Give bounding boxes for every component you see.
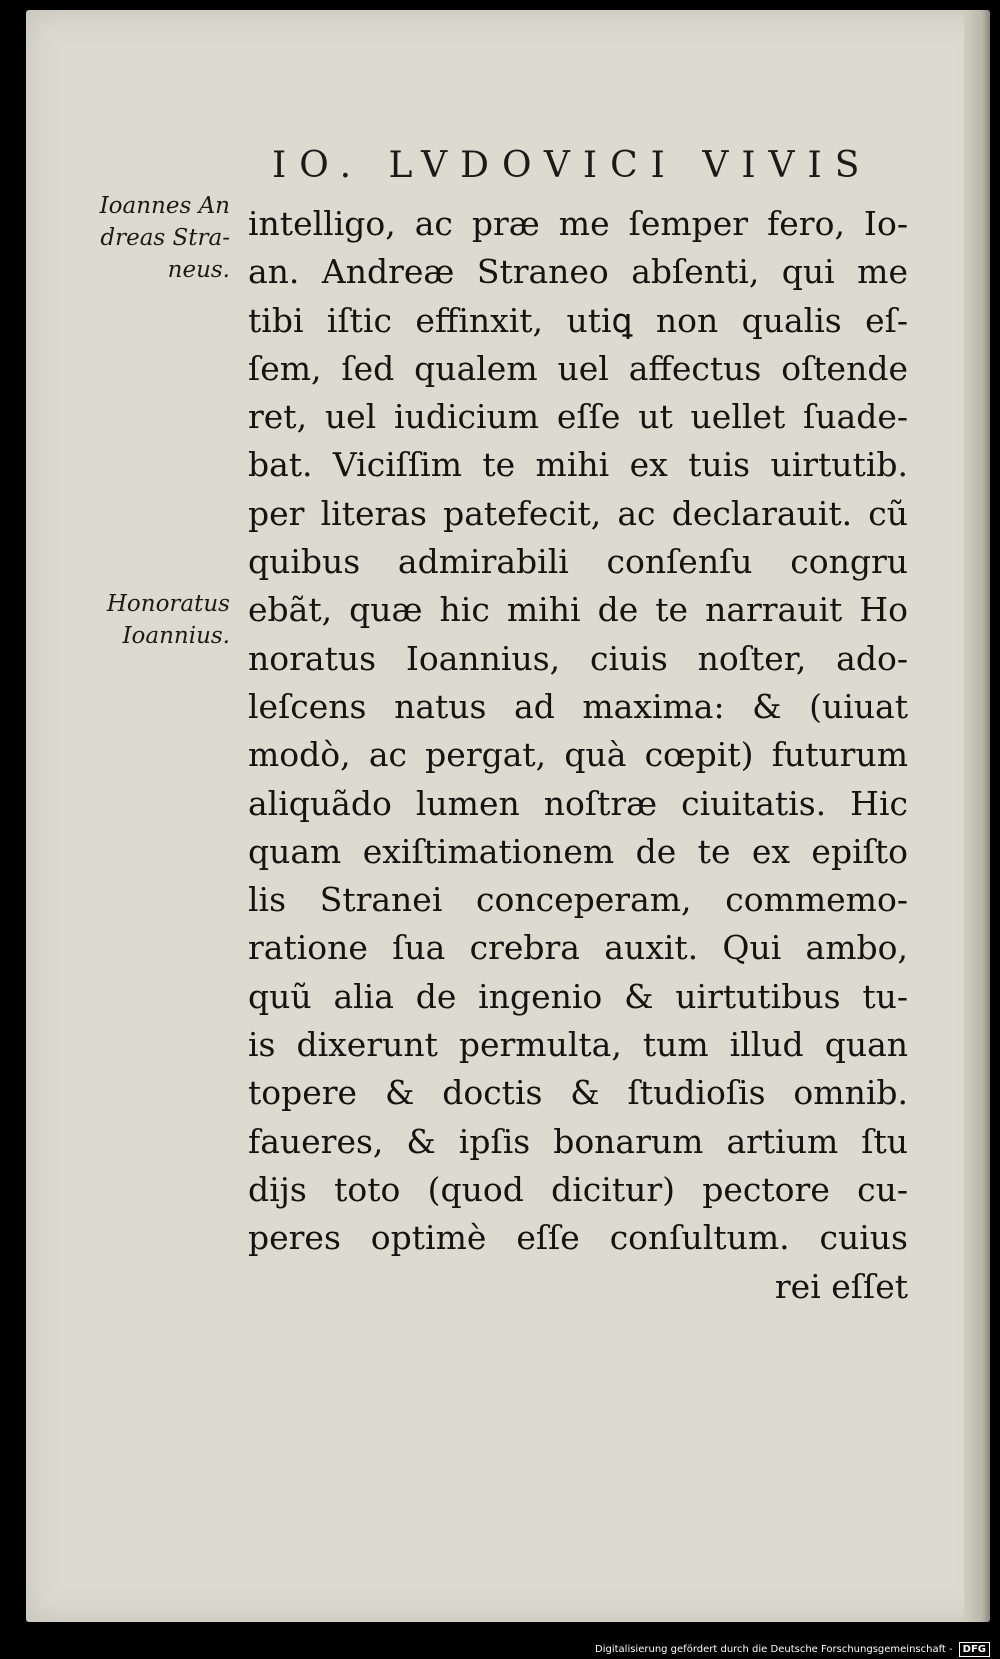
text-line: ratione ſua crebra auxit. Qui ambo, [248, 928, 908, 968]
text-line: topere & doctis & ſtudioſis omnib. [248, 1073, 908, 1113]
text-line: faueres, & ipſis bonarum artium ſtu [248, 1121, 908, 1161]
text-line: aliquãdo lumen noſtræ ciuitatis. Hic [248, 783, 908, 823]
text-line: per literas patefecit, ac declarauit. cũ [248, 493, 908, 533]
text-line: quibus admirabili conſenſu congru [248, 542, 908, 582]
margin-note-line: Honoratus [106, 591, 230, 617]
running-head: IO. LVDOVICI VIVIS [272, 145, 873, 186]
margin-note-line: Ioannes An [99, 193, 230, 219]
catchword-line: rei eſſet [774, 1266, 908, 1306]
text-line: is dixerunt permulta, tum illud quan [248, 1025, 908, 1065]
text-line: ſem, ſed qualem uel affectus oſtende [248, 348, 908, 388]
text-line: an. Andreæ Straneo abſenti, qui me [248, 252, 908, 292]
dfg-logo-icon: DFG [959, 1642, 990, 1657]
body-text [248, 200, 908, 1311]
text-line: leſcens natus ad maxima: & (uiuat [248, 686, 908, 726]
margin-note-ioannius [70, 588, 230, 652]
margin-note-line: Ioannius. [122, 623, 230, 649]
text-line: lis Stranei conceperam, commemo- [248, 880, 908, 920]
text-line: quam exiſtimationem de te ex epiſto [248, 831, 908, 871]
text-line: modò, ac pergat, quà cœpit) futurum [248, 735, 908, 775]
text-line: ret, uel iudicium eſſe ut uellet ſuade- [248, 397, 908, 437]
footer-credit: Digitalisierung gefördert durch die Deutsche Forschungsgemeinschaft - [595, 1643, 953, 1655]
page-edge [964, 10, 990, 1622]
text-line: quũ alia de ingenio & uirtutibus tu- [248, 976, 908, 1016]
text-line: ebãt, quæ hic mihi de te narrauit Ho [248, 590, 908, 630]
text-line: dijs toto (quod dicitur) pectore cu- [248, 1169, 908, 1209]
digitization-footer [595, 1640, 990, 1658]
text-line: bat. Viciſſim te mihi ex tuis uirtutib. [248, 445, 908, 485]
margin-note-line: dreas Stra- [100, 225, 230, 251]
text-line: peres optimè eſſe conſultum. cuius [248, 1218, 908, 1258]
text-line: tibi iſtic effinxit, utiꝗ non qualis eſ- [248, 300, 908, 340]
margin-note-straneus [70, 190, 230, 286]
text-line: intelligo, ac præ me ſemper fero, Io- [248, 204, 908, 243]
margin-note-line: neus. [167, 257, 230, 283]
text-line: noratus Ioannius, ciuis noſter, ado- [248, 638, 908, 678]
